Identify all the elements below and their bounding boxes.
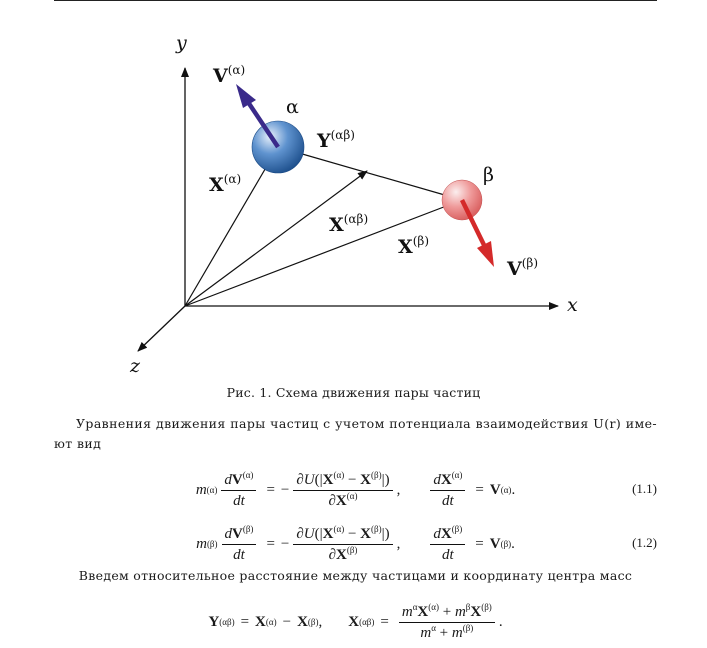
axis-y-label: y — [176, 32, 187, 54]
x-beta-label: $X^{(\beta)}$ — [398, 234, 430, 258]
equation-center-of-mass: Y (αβ) = X (α) − X (β) , X (αβ) = $\frac{m^\alpha X^{(\alpha)} + m^\beta X^{(\beta)}}{m^\alpha + m^{(\beta)}}$ . — [208, 601, 503, 641]
particle-beta-label: β — [483, 164, 494, 186]
axis-x-label: x — [567, 294, 578, 316]
equation-1-2: m (β) $\frac{dV^{(\beta)}}{dt}$ = − $\frac{\partial U(|X^{(\alpha)} - X^{(\beta)}|)}{\partial X^{(\beta)}}$ , $\frac{dX^{(\beta)}}{dt}$ = V (β) . (1.2) — [196, 523, 657, 563]
z-axis — [138, 306, 185, 351]
v-alpha-arrowhead — [236, 84, 256, 108]
paragraph-1-text: Уравнения движения пары частиц с учетом потенциала взаимодействия U(r) име- ют вид — [54, 416, 657, 451]
paragraph-relative-distance: Введем относительное расстояние между частицами и координату центра масс — [78, 568, 633, 583]
v-beta-label: $V^{(\beta)}$ — [507, 256, 539, 280]
axis-z-label: z — [130, 355, 141, 377]
figure-caption: Рис. 1. Схема движения пары частиц — [226, 385, 481, 400]
x-beta-vector — [185, 200, 462, 306]
x-ab-label: $X^{(\alpha\beta)}$ — [329, 212, 369, 236]
v-beta-arrowhead — [477, 241, 494, 267]
x-alpha-vector — [185, 147, 278, 306]
equation-number-1-2: (1.2) — [632, 535, 657, 550]
v-alpha-label: $V^{(\alpha)}$ — [213, 63, 246, 87]
y-ab-label: $Y^{(\alpha\beta)}$ — [317, 128, 355, 152]
particle-alpha-label: α — [286, 96, 299, 118]
y-ab-vector — [278, 147, 462, 200]
x-alpha-label: $X^{(\alpha)}$ — [209, 172, 242, 196]
equation-1-1: m (α) $\frac{dV^{(\alpha)}}{dt}$ = − $\frac{\partial U(|X^{(\alpha)} - X^{(\beta)}|)}{\partial X^{(\alpha)}}$ , $\frac{dX^{(\alpha)}}{dt}$ = V (α) . (1.1) — [195, 469, 657, 509]
equation-number-1-1: (1.1) — [632, 481, 657, 496]
paragraph-equations-intro — [54, 414, 657, 454]
